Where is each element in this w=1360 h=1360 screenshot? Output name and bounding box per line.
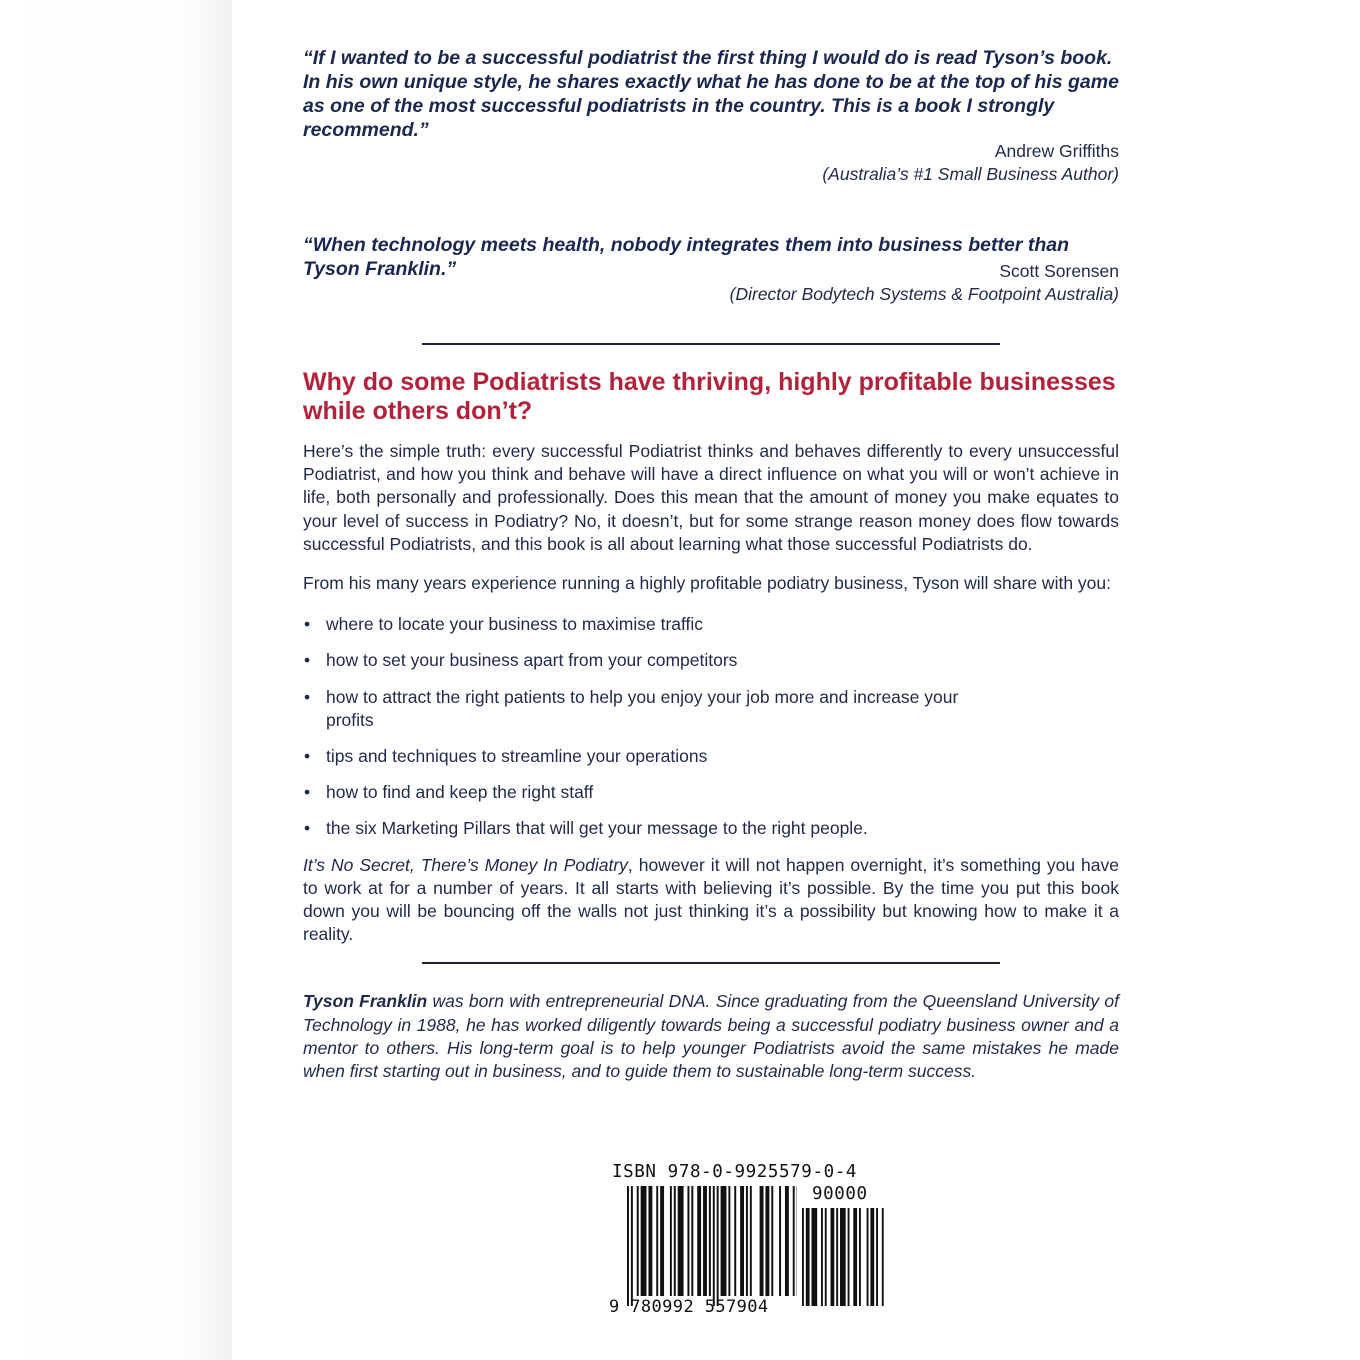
bullet-icon: • bbox=[304, 650, 311, 671]
barcode-bar bbox=[656, 1186, 658, 1296]
list-item-text: where to locate your business to maximise traffic bbox=[326, 614, 704, 635]
barcode-bar bbox=[853, 1208, 857, 1306]
barcode-bar bbox=[876, 1208, 878, 1306]
list-item bbox=[303, 686, 986, 732]
bullet-icon: • bbox=[304, 746, 311, 767]
barcode-bar bbox=[840, 1208, 846, 1306]
barcode-bar bbox=[687, 1186, 689, 1296]
headline: Why do some Podiatrists have thriving, highly profitable businesses while others don’t? bbox=[303, 368, 1116, 425]
barcode-bar bbox=[867, 1208, 869, 1306]
lead-in-paragraph: From his many years experience running a highly profitable podiatry business, Tyson will share with you: bbox=[303, 573, 1111, 594]
list-item-text: the six Marketing Pillars that will get your message to the right people. bbox=[326, 818, 868, 839]
barcode-bar bbox=[836, 1208, 838, 1306]
barcode-bar bbox=[765, 1186, 769, 1296]
section-divider-bottom bbox=[422, 962, 1000, 964]
barcode-bar bbox=[793, 1186, 795, 1296]
barcode-bar bbox=[648, 1186, 652, 1296]
barcode-bar bbox=[848, 1208, 850, 1306]
barcode-bar bbox=[674, 1186, 676, 1296]
list-item-text: how to set your business apart from your competitors bbox=[326, 650, 738, 671]
price-code: 90000 bbox=[812, 1184, 868, 1204]
testimonial-author-2: Scott Sorensen bbox=[999, 261, 1119, 281]
testimonial-author-role-1: (Australia’s #1 Small Business Author) bbox=[822, 164, 1119, 184]
isbn-label: ISBN 978-0-9925579-0-4 bbox=[612, 1162, 857, 1182]
barcode-bar bbox=[637, 1186, 639, 1296]
barcode-bar bbox=[721, 1186, 727, 1296]
addon-barcode-bars bbox=[802, 1208, 886, 1308]
barcode-bar bbox=[771, 1186, 773, 1296]
barcode-bar bbox=[779, 1186, 781, 1296]
ean-barcode-bars bbox=[627, 1186, 797, 1308]
list-item-text: how to attract the right patients to help you enjoy your job more and increase your profits bbox=[326, 686, 959, 730]
barcode-bar bbox=[728, 1186, 730, 1296]
barcode-bar bbox=[821, 1208, 823, 1306]
list-item bbox=[303, 781, 986, 804]
list-item-text: tips and techniques to streamline your operations bbox=[326, 746, 708, 767]
barcode-bar bbox=[697, 1186, 701, 1296]
testimonial-quote-2: “When technology meets health, nobody integrates them into business better than Tyson Franklin.” bbox=[303, 234, 1070, 280]
back-cover-content bbox=[303, 46, 1119, 1083]
list-item-text: how to find and keep the right staff bbox=[326, 782, 594, 803]
list-item bbox=[303, 649, 986, 672]
barcode-bar bbox=[825, 1208, 827, 1306]
bullet-icon: • bbox=[304, 818, 311, 839]
barcode-bar bbox=[882, 1208, 884, 1306]
barcode-bar bbox=[760, 1186, 764, 1296]
testimonial-attribution-1 bbox=[303, 140, 1119, 186]
barcode-bar bbox=[750, 1186, 752, 1296]
barcode-bar bbox=[627, 1186, 629, 1306]
barcode-bar bbox=[746, 1186, 748, 1296]
author-name: Tyson Franklin bbox=[303, 991, 428, 1012]
barcode-bar bbox=[859, 1208, 861, 1306]
barcode-bar bbox=[709, 1186, 711, 1296]
testimonial-author-role-2: (Director Bodytech Systems & Footpoint Australia) bbox=[729, 284, 1119, 304]
intro-paragraph: Here’s the simple truth: every successful Podiatrist thinks and behaves differently to every unsuccessful Podiatrist, and how you think and behave will have a direct influence on what you will or won’t achieve in life, both personally and professionally. Does this mean that the amount of money you make equates to your level of success in Podiatry? No, it doesn’t, but for some strange reason money does flow towards successful Podiatrists, and this book is all about learning what those successful Podiatrists do. bbox=[303, 441, 1119, 554]
barcode-bar bbox=[806, 1208, 810, 1306]
testimonial-quote-1: “If I wanted to be a successful podiatrist the first thing I would do is read Tyson’s book. In his own unique style, he shares exactly what he has done to be at the top of his game as one of the most successful podiatrists in the country. This is a book I strongly recommend.” bbox=[303, 47, 1119, 141]
barcode-bar bbox=[717, 1186, 719, 1306]
bullet-icon: • bbox=[304, 782, 311, 803]
barcode-bar bbox=[660, 1186, 664, 1296]
barcode-bar bbox=[740, 1186, 744, 1296]
barcode-bar bbox=[713, 1186, 715, 1306]
barcode-bar bbox=[802, 1208, 804, 1306]
author-bio bbox=[303, 990, 1119, 1083]
barcode-bar bbox=[678, 1186, 684, 1296]
barcode-bar bbox=[670, 1186, 672, 1296]
barcode-bar bbox=[785, 1186, 789, 1296]
barcode-bar bbox=[870, 1208, 874, 1306]
author-bio-text: was born with entrepreneurial DNA. Since graduating from the Queensland University of Technology in 1988, he has worked diligently towards being a successful podiatry business owner and a mentor to others. His long-term goal is to help younger Podiatrists avoid the same mistakes he made when first starting out in business, and to guide them to sustainable long-term success. bbox=[303, 991, 1119, 1082]
closing-text: , however it will not happen overnight, it’s something you have to work at for a number of years. It all starts with believing it’s possible. By the time you put this book down you will be bouncing off the walls not just thinking it’s a possibility but knowing how to make it a reality. bbox=[303, 854, 1119, 945]
barcode-bar bbox=[691, 1186, 693, 1296]
isbn-barcode bbox=[609, 1160, 889, 1320]
barcode-bar bbox=[812, 1208, 818, 1306]
barcode-bar bbox=[831, 1208, 835, 1306]
closing-paragraph bbox=[303, 854, 1119, 947]
bullet-icon: • bbox=[304, 686, 311, 707]
section-divider-top bbox=[422, 343, 1000, 345]
barcode-bar bbox=[703, 1186, 707, 1296]
list-item bbox=[303, 613, 986, 636]
list-item bbox=[303, 745, 986, 768]
testimonial-author-1: Andrew Griffiths bbox=[994, 141, 1119, 161]
ean-digits: 9 780992 557904 bbox=[609, 1297, 769, 1317]
bullet-icon: • bbox=[304, 614, 311, 635]
barcode-bar bbox=[734, 1186, 736, 1296]
book-title-italic: It’s No Secret, There’s Money In Podiatry bbox=[303, 854, 628, 875]
cover-left-margin bbox=[0, 0, 232, 1360]
barcode-bar bbox=[631, 1186, 633, 1306]
benefits-list bbox=[303, 613, 1119, 840]
list-item bbox=[303, 817, 986, 840]
barcode-bar bbox=[641, 1186, 647, 1296]
